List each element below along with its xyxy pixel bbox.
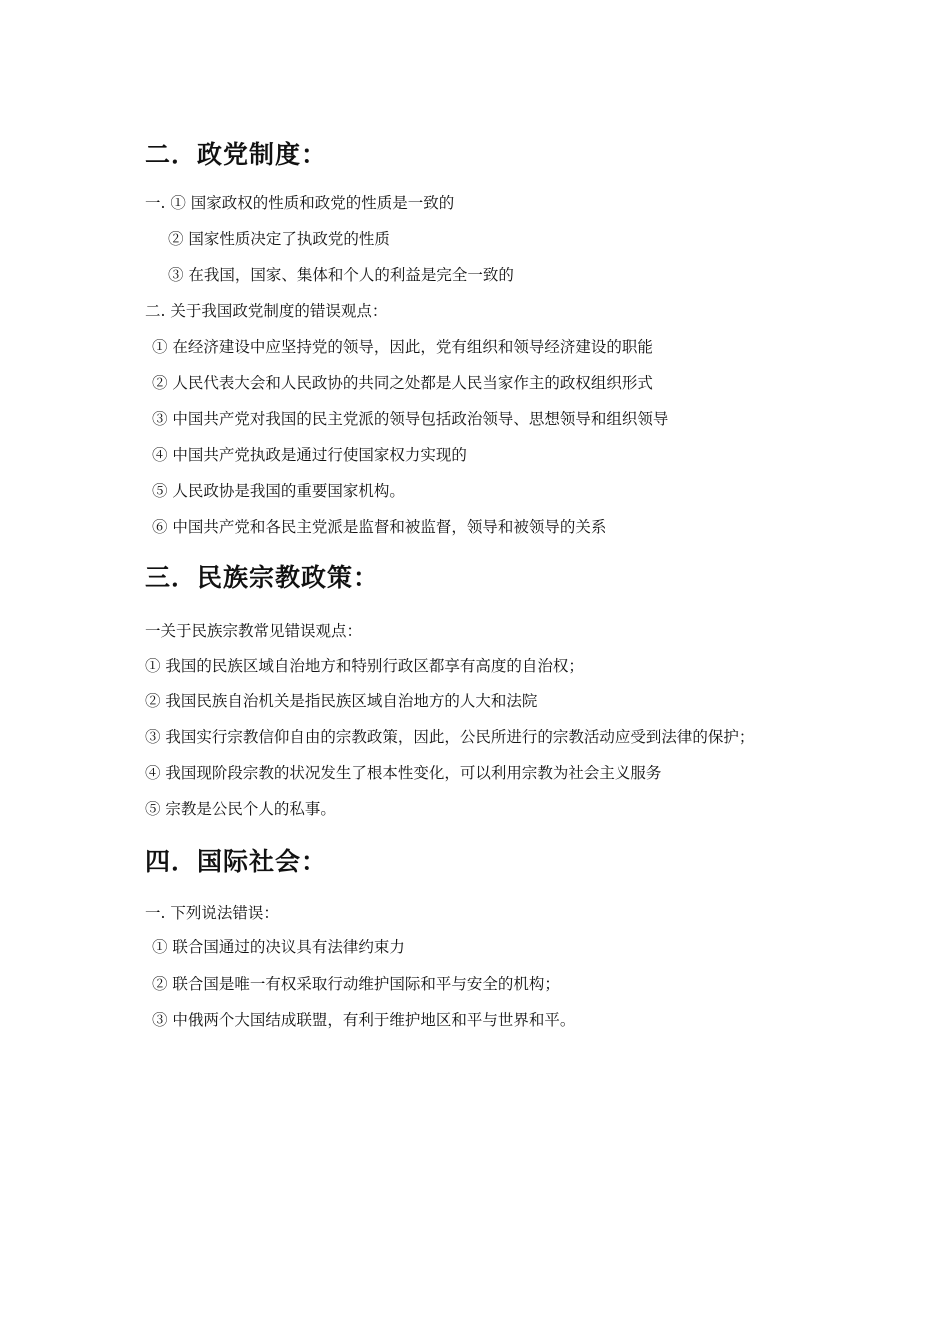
list-item: ⑤ 宗教是公民个人的私事。 xyxy=(145,800,336,818)
section-heading-international-society: 四．国际社会： xyxy=(145,847,328,876)
list-item: ③ 在我国，国家、集体和个人的利益是完全一致的 xyxy=(168,266,514,284)
list-item: ⑤ 人民政协是我国的重要国家机构。 xyxy=(152,482,405,500)
list-heading: 一关于民族宗教常见错误观点： xyxy=(145,622,363,640)
list-item: ① 联合国通过的决议具有法律约束力 xyxy=(152,938,405,956)
list-item: ② 我国民族自治机关是指民族区域自治地方的人大和法院 xyxy=(145,692,538,710)
section-heading-party-system: 二．政党制度： xyxy=(145,140,328,169)
list-item: ④ 我国现阶段宗教的状况发生了根本性变化，可以利用宗教为社会主义服务 xyxy=(145,764,662,782)
list-item: ② 人民代表大会和人民政协的共同之处都是人民当家作主的政权组织形式 xyxy=(152,374,653,392)
list-item: ③ 我国实行宗教信仰自由的宗教政策，因此，公民所进行的宗教活动应受到法律的保护； xyxy=(145,728,755,746)
list-item: ⑥ 中国共产党和各民主党派是监督和被监督，领导和被领导的关系 xyxy=(152,518,607,536)
list-item: ② 国家性质决定了执政党的性质 xyxy=(168,230,390,248)
list-item: ① 在经济建设中应坚持党的领导，因此，党有组织和领导经济建设的职能 xyxy=(152,338,653,356)
list-item: ③ 中俄两个大国结成联盟，有利于维护地区和平与世界和平。 xyxy=(152,1011,576,1029)
list-item: ④ 中国共产党执政是通过行使国家权力实现的 xyxy=(152,446,467,464)
list-item: 一. ① 国家政权的性质和政党的性质是一致的 xyxy=(145,194,455,212)
list-item: ② 联合国是唯一有权采取行动维护国际和平与安全的机构； xyxy=(152,975,560,993)
list-item: ③ 中国共产党对我国的民主党派的领导包括政治领导、思想领导和组织领导 xyxy=(152,410,669,428)
section-heading-ethnic-religious-policy: 三．民族宗教政策： xyxy=(145,563,380,592)
list-heading: 二. 关于我国政党制度的错误观点： xyxy=(145,302,388,320)
list-item: ① 我国的民族区域自治地方和特别行政区都享有高度的自治权； xyxy=(145,657,584,675)
list-heading: 一. 下列说法错误： xyxy=(145,904,279,922)
